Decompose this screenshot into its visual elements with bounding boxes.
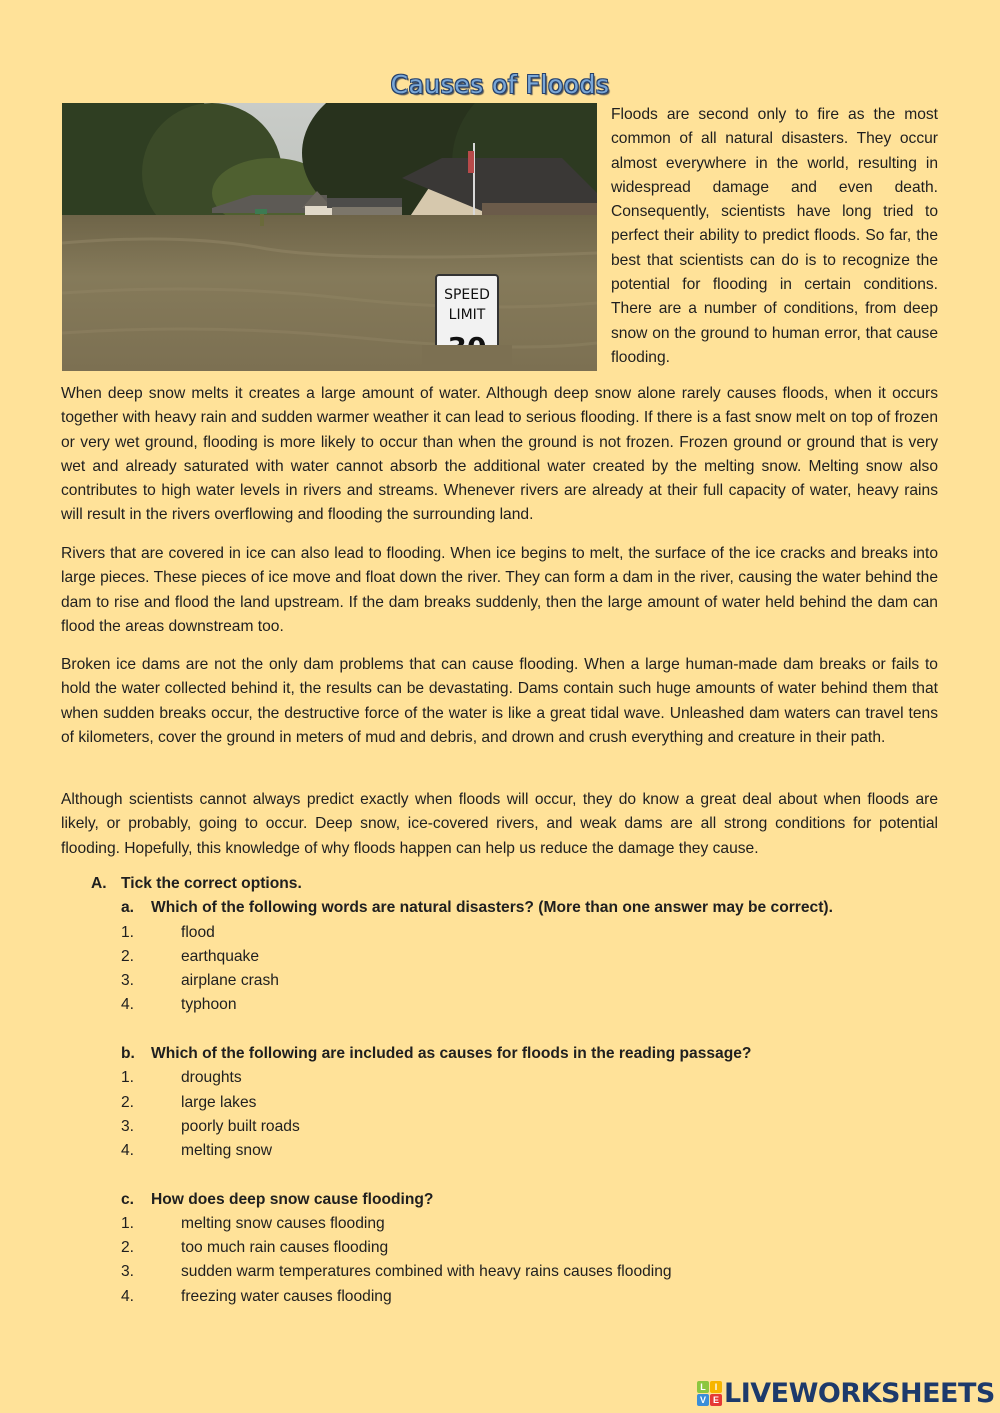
live-blocks-icon: L I V E (697, 1381, 722, 1406)
option-b-2[interactable]: 2. large lakes (121, 1094, 257, 1111)
svg-text:SPEED: SPEED (444, 287, 490, 303)
flood-photo (62, 103, 597, 371)
paragraph-deep-snow: When deep snow melts it creates a large amount of water. Although deep snow alone rarely causes floods, when it occurs together with heavy rain and sudden warmer weather it can lead to serious flooding. If there is a fast snow melt on top of frozen or very wet ground, flooding is more likely to occur than when the ground is not frozen. Frozen ground or ground that is very wet and already saturated with water cannot absorb the additional water created by the melting snow. Melting snow also contributes to high water levels in rivers and streams. Whenever rivers are already at their full capacity of water, heavy rains will result in the rivers overflowing and flooding the surrounding land. (61, 385, 938, 524)
liveworksheets-logo[interactable] (697, 1378, 995, 1409)
option-c-3[interactable]: 3. sudden warm temperatures combined with heavy rains causes flooding (121, 1263, 672, 1280)
option-a-4[interactable]: 4. typhoon (121, 996, 237, 1013)
option-c-2[interactable]: 2. too much rain causes flooding (121, 1239, 389, 1256)
intro-paragraph: Floods are second only to fire as the most common of all natural disasters. They occur almost everywhere in the world, resulting in widespread damage and even death. Consequently, scientists have long tried to perfect their ability to predict floods. So far, the best that scientists can do is to recognize the potential for flooding in certain conditions. There are a number of conditions, from deep snow on the ground to human error, that cause flooding. (611, 106, 938, 366)
option-c-1[interactable]: 1. melting snow causes flooding (121, 1215, 385, 1232)
option-b-4[interactable]: 4. melting snow (121, 1142, 273, 1159)
option-a-3[interactable]: 3. airplane crash (121, 972, 279, 989)
paragraph-dams: Broken ice dams are not the only dam problems that can cause flooding. When a large human-made dam breaks or fails to hold the water collected behind it, the results can be devastating. Dams contain such huge amounts of water behind them that when sudden breaks occur, the destructive force of the water is like a great tidal wave. Unleashed dam waters can travel tens of kilometers, cover the ground in meters of mud and debris, and drown and crush everything and creature in their path. (61, 656, 938, 746)
question-c: c. How does deep snow cause flooding? (121, 1191, 434, 1208)
option-c-4[interactable]: 4. freezing water causes flooding (121, 1288, 392, 1305)
option-b-3[interactable]: 3. poorly built roads (121, 1118, 300, 1135)
option-a-2[interactable]: 2. earthquake (121, 948, 260, 965)
paragraph-conclusion: Although scientists cannot always predict exactly when floods will occur, they do know a great deal about when floods are likely, or probably, going to occur. Deep snow, ice-covered rivers, and weak dams are all strong conditions for potential flooding. Hopefully, this knowledge of why floods happen can help us reduce the damage they cause. (61, 791, 938, 857)
paragraph-ice-rivers: Rivers that are covered in ice can also lead to flooding. When ice begins to melt, the surface of the ice cracks and breaks into large pieces. These pieces of ice move and float down the river. They can form a dam in the river, causing the water behind the dam to rise and flood the land upstream. If the dam breaks suddenly, then the large amount of water held behind the dam can flood the areas downstream too. (61, 545, 938, 635)
section-heading: A. Tick the correct options. (91, 875, 302, 892)
svg-text:LIMIT: LIMIT (448, 307, 486, 323)
question-b: b. Which of the following are included as causes for floods in the reading passage? (121, 1045, 752, 1062)
logo-wordmark: LIVEWORKSHEETS (724, 1378, 995, 1409)
option-a-1[interactable]: 1. flood (121, 924, 215, 941)
question-a: a. Which of the following words are natural disasters? (More than one answer may be correct). (121, 899, 833, 916)
option-b-1[interactable]: 1. droughts (121, 1069, 242, 1086)
page-title: Causes of Floods (390, 70, 610, 99)
